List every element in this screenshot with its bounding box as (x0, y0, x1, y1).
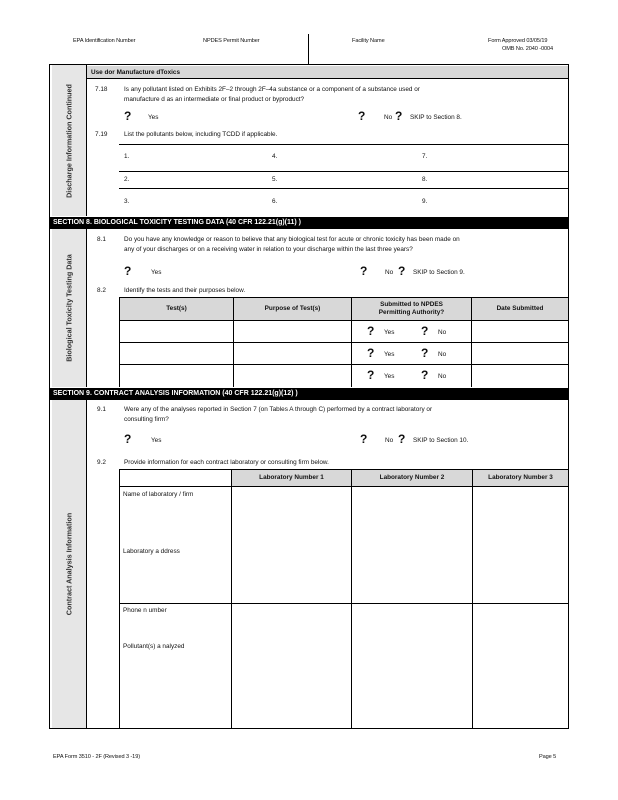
q91-skip: SKIP to Section 10. (413, 437, 469, 444)
list-item[interactable]: 2. (124, 176, 130, 183)
q81-skip: SKIP to Section 9. (413, 269, 465, 276)
q718-number: 7.18 (95, 86, 108, 93)
table-rule (119, 364, 568, 365)
list-item[interactable]: 6. (272, 198, 278, 205)
row-no-label: No (438, 351, 447, 358)
sidebar-biological (52, 229, 86, 387)
list-rule (119, 188, 568, 189)
footer-page: Page 5 (539, 754, 557, 760)
header-divider (308, 34, 309, 64)
q718-no-label: No (384, 114, 393, 121)
col-submitted: Submitted to NPDES Permitting Authority? (352, 298, 471, 320)
q81-no-checkbox[interactable]: ? (360, 264, 368, 278)
q81-no-label: No (385, 269, 394, 276)
row-no-label: No (438, 373, 447, 380)
col-date: Date Submitted (472, 298, 568, 320)
q92-number: 9.2 (97, 459, 106, 466)
q719-number: 7.19 (95, 131, 108, 138)
table-rule (119, 603, 568, 604)
q81-skip-icon: ? (398, 264, 406, 278)
subhead-rule (87, 78, 568, 79)
frame-top (49, 64, 569, 65)
table-vrule (351, 469, 352, 728)
sidebar-divider (86, 400, 87, 728)
subhead: Use dor Manufacture dToxics (91, 69, 181, 76)
row-no-label: No (438, 329, 447, 336)
list-item[interactable]: 7. (422, 153, 428, 160)
npdes-label: NPDES Permit Number (203, 38, 260, 44)
q718-skip: SKIP to Section 8. (410, 114, 462, 121)
list-rule-top (119, 144, 568, 145)
table-vrule (231, 469, 232, 728)
section-8-bar: SECTION 8. BIOLOGICAL TOXICITY TESTING DATA (40 CFR 122.21(g)(11) ) (49, 217, 569, 229)
table-vrule (472, 469, 473, 728)
sidebar-divider (86, 229, 87, 387)
q91-yes-checkbox[interactable]: ? (124, 432, 132, 446)
q81-number: 8.1 (97, 236, 106, 243)
q91-number: 9.1 (97, 406, 106, 413)
frame-bottom (49, 728, 569, 729)
table-rule (119, 297, 568, 298)
table-rule (119, 320, 568, 321)
row3-no-checkbox[interactable]: ? (421, 368, 429, 382)
q82-text: Identify the tests and their purposes below. (124, 287, 246, 294)
section-9-bar: SECTION 9. CONTRACT ANALYSIS INFORMATION (40 CFR 122.21(g)(12) ) (49, 388, 569, 400)
list-item[interactable]: 4. (272, 153, 278, 160)
row-yes-label: Yes (384, 373, 395, 380)
col-lab1: Laboratory Number 1 (232, 470, 351, 486)
table-rule (119, 342, 568, 343)
list-item[interactable]: 9. (422, 198, 428, 205)
sidebar-discharge (52, 65, 86, 216)
list-item[interactable]: 1. (124, 153, 130, 160)
row1-yes-checkbox[interactable]: ? (367, 324, 375, 338)
row1-no-checkbox[interactable]: ? (421, 324, 429, 338)
facility-label: Facility Name (352, 38, 385, 44)
q718-yes-label: Yes (148, 114, 159, 121)
table-vrule (471, 297, 472, 387)
q81-text-2: any of your discharges or on a receiving water in relation to your discharge within the last three years? (124, 246, 413, 253)
q718-text-2: manufacture d as an intermediate or final product or byproduct? (124, 96, 305, 103)
q718-no-checkbox[interactable]: ? (358, 109, 366, 123)
sidebar-label: Biological Toxicity Testing Data (64, 254, 74, 362)
col-lab3: Laboratory Number 3 (473, 470, 568, 486)
table-vrule (119, 469, 120, 728)
sidebar-contract (52, 400, 86, 728)
list-item[interactable]: 5. (272, 176, 278, 183)
q81-yes-label: Yes (151, 269, 162, 276)
q718-skip-icon: ? (395, 109, 403, 123)
list-item[interactable]: 8. (422, 176, 428, 183)
q719-text: List the pollutants below, including TCDD if applicable. (124, 131, 278, 138)
sidebar-label: Discharge Information Continued (64, 83, 74, 198)
q91-no-checkbox[interactable]: ? (360, 432, 368, 446)
q718-text: Is any pollutant listed on Exhibits 2F–2 through 2F–4a substance or a component of a substance used or (124, 86, 420, 93)
q91-skip-icon: ? (398, 432, 406, 446)
col-lab2: Laboratory Number 2 (352, 470, 472, 486)
list-rule (119, 171, 568, 172)
table-rule (119, 486, 568, 487)
list-item[interactable]: 3. (124, 198, 130, 205)
col-tests: Test(s) (120, 298, 233, 320)
q91-no-label: No (385, 437, 394, 444)
row-yes-label: Yes (384, 351, 395, 358)
col-purpose: Purpose of Test(s) (234, 298, 351, 320)
omb-number: OMB No. 2040 -0004 (502, 46, 554, 52)
epa-id-label: EPA Identification Number (73, 38, 136, 44)
table-vrule (119, 297, 120, 387)
row-lab-address: Laboratory a ddress (123, 548, 180, 555)
row-phone: Phone n umber (123, 607, 167, 614)
q82-number: 8.2 (97, 287, 106, 294)
table-vrule (351, 297, 352, 387)
q91-yes-label: Yes (151, 437, 162, 444)
table-vrule (233, 297, 234, 387)
row-pollutants: Pollutant(s) a nalyzed (123, 643, 185, 650)
sidebar-label: Contract Analysis Information (64, 512, 74, 616)
row2-no-checkbox[interactable]: ? (421, 346, 429, 360)
form-approved: Form Approved 03/05/19 (488, 38, 548, 44)
row2-yes-checkbox[interactable]: ? (367, 346, 375, 360)
q92-text: Provide information for each contract laboratory or consulting firm below. (124, 459, 329, 466)
row-yes-label: Yes (384, 329, 395, 336)
q81-yes-checkbox[interactable]: ? (124, 264, 132, 278)
q718-yes-checkbox[interactable]: ? (124, 109, 132, 123)
q81-text: Do you have any knowledge or reason to believe that any biological test for acute or chronic toxicity has been made on (124, 236, 460, 243)
q91-text: Were any of the analyses reported in Section 7 (on Tables A through C) performed by a contract laboratory or (124, 406, 433, 413)
footer-form: EPA Form 3510 - 2F (Revised 3 -19) (53, 754, 140, 760)
sidebar-divider (86, 65, 87, 216)
row3-yes-checkbox[interactable]: ? (367, 368, 375, 382)
q91-text-2: consulting firm? (124, 416, 169, 423)
row-lab-name: Name of laboratory / firm (123, 491, 194, 498)
